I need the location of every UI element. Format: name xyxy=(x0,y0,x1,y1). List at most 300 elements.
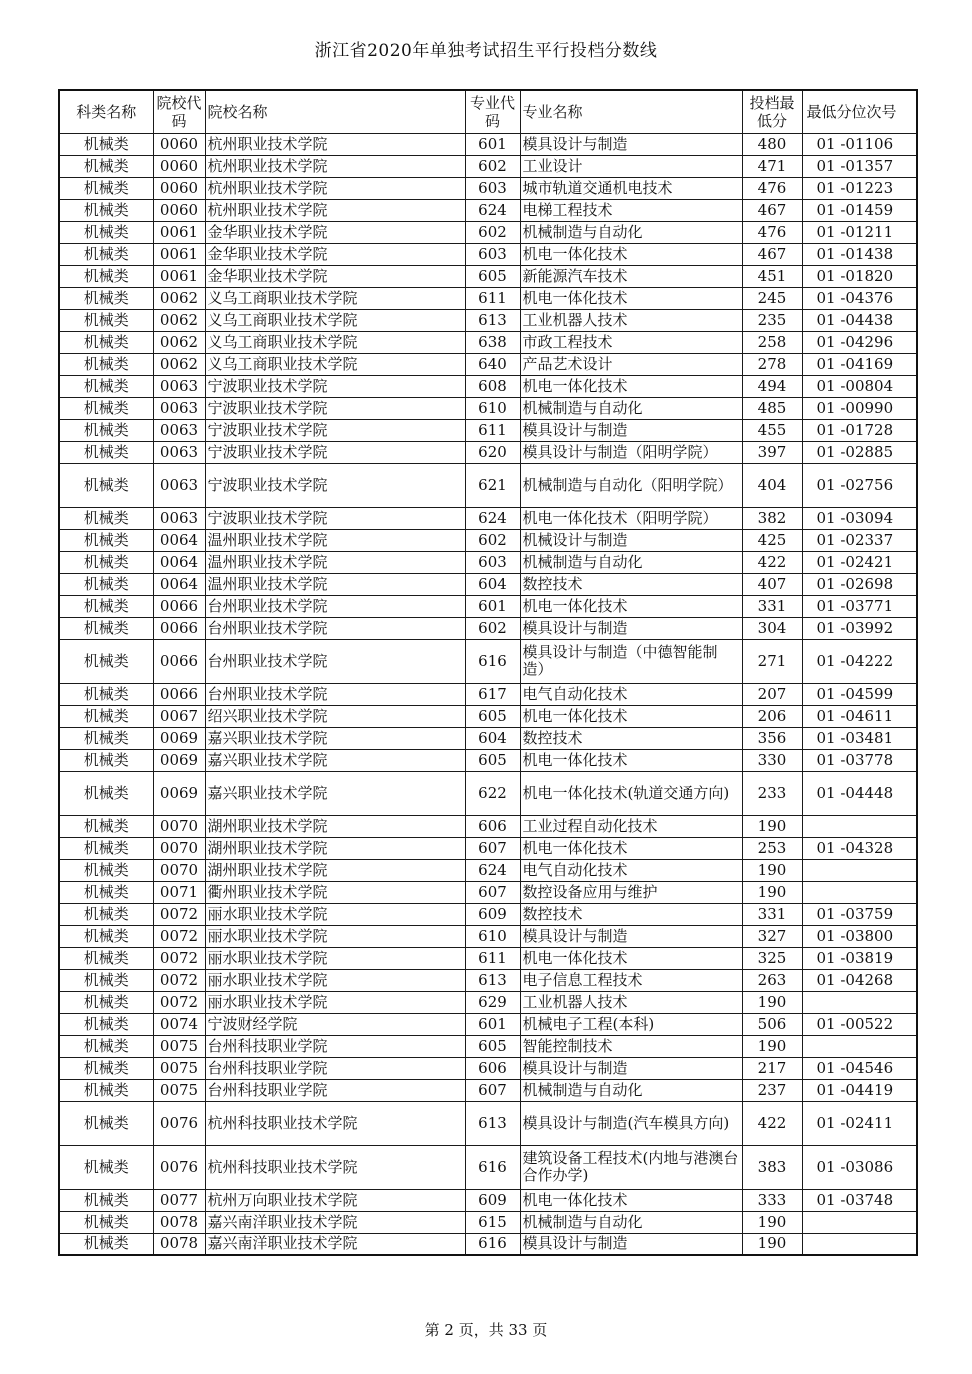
table-row xyxy=(59,199,917,221)
cell-school-code: 0060 xyxy=(153,177,205,199)
cell-major-name: 模具设计与制造 xyxy=(520,419,742,441)
cell-category: 机械类 xyxy=(59,507,153,529)
cell-category: 机械类 xyxy=(59,265,153,287)
cell-school-code: 0063 xyxy=(153,507,205,529)
cell-school-code: 0064 xyxy=(153,529,205,551)
cell-school-name: 湖州职业技术学院 xyxy=(205,859,465,881)
table-row xyxy=(59,331,917,353)
cell-major-name: 机电一体化技术 xyxy=(520,705,742,727)
cell-school-name: 湖州职业技术学院 xyxy=(205,815,465,837)
cell-major-name: 模具设计与制造 xyxy=(520,1233,742,1255)
cell-school-code: 0063 xyxy=(153,463,205,507)
cell-min-rank: 01 -04328 xyxy=(802,837,917,859)
cell-major-name: 机电一体化技术 xyxy=(520,837,742,859)
cell-min-rank: 01 -04599 xyxy=(802,683,917,705)
cell-min-score: 190 xyxy=(742,859,802,881)
cell-min-score: 233 xyxy=(742,771,802,815)
cell-school-code: 0063 xyxy=(153,419,205,441)
cell-min-rank xyxy=(802,1211,917,1233)
cell-major-code: 606 xyxy=(465,815,520,837)
cell-category: 机械类 xyxy=(59,925,153,947)
cell-category: 机械类 xyxy=(59,463,153,507)
cell-school-name: 杭州职业技术学院 xyxy=(205,177,465,199)
cell-major-name: 建筑设备工程技术(内地与港澳台合作办学) xyxy=(520,1145,742,1189)
cell-category: 机械类 xyxy=(59,133,153,155)
cell-major-name: 模具设计与制造（阳明学院） xyxy=(520,441,742,463)
cell-min-score: 206 xyxy=(742,705,802,727)
cell-min-rank: 01 -01106 xyxy=(802,133,917,155)
cell-category: 机械类 xyxy=(59,837,153,859)
cell-school-code: 0060 xyxy=(153,133,205,155)
cell-min-rank: 01 -01211 xyxy=(802,221,917,243)
cell-min-score: 190 xyxy=(742,1233,802,1255)
cell-school-name: 杭州科技职业技术学院 xyxy=(205,1145,465,1189)
cell-school-name: 丽水职业技术学院 xyxy=(205,947,465,969)
cell-min-rank: 01 -00990 xyxy=(802,397,917,419)
cell-category: 机械类 xyxy=(59,155,153,177)
table-row xyxy=(59,397,917,419)
cell-school-code: 0072 xyxy=(153,991,205,1013)
cell-category: 机械类 xyxy=(59,441,153,463)
cell-school-code: 0076 xyxy=(153,1101,205,1145)
cell-major-code: 620 xyxy=(465,441,520,463)
cell-school-name: 宁波职业技术学院 xyxy=(205,507,465,529)
cell-school-code: 0075 xyxy=(153,1057,205,1079)
table-row xyxy=(59,837,917,859)
cell-min-rank: 01 -04169 xyxy=(802,353,917,375)
cell-min-rank: 01 -00804 xyxy=(802,375,917,397)
cell-major-code: 601 xyxy=(465,595,520,617)
cell-category: 机械类 xyxy=(59,683,153,705)
cell-min-score: 330 xyxy=(742,749,802,771)
cell-major-code: 611 xyxy=(465,287,520,309)
table-row xyxy=(59,177,917,199)
table-row xyxy=(59,859,917,881)
header-category: 科类名称 xyxy=(59,90,153,133)
cell-min-score: 271 xyxy=(742,639,802,683)
cell-major-code: 616 xyxy=(465,1233,520,1255)
cell-major-code: 629 xyxy=(465,991,520,1013)
cell-major-code: 604 xyxy=(465,727,520,749)
cell-major-code: 638 xyxy=(465,331,520,353)
cell-min-score: 237 xyxy=(742,1079,802,1101)
cell-min-score: 451 xyxy=(742,265,802,287)
cell-major-code: 624 xyxy=(465,507,520,529)
cell-major-name: 模具设计与制造 xyxy=(520,133,742,155)
cell-major-name: 机电一体化技术 xyxy=(520,375,742,397)
cell-major-code: 604 xyxy=(465,573,520,595)
cell-category: 机械类 xyxy=(59,397,153,419)
cell-min-rank: 01 -02756 xyxy=(802,463,917,507)
cell-min-score: 190 xyxy=(742,881,802,903)
table-row xyxy=(59,463,917,507)
cell-major-name: 模具设计与制造 xyxy=(520,925,742,947)
cell-category: 机械类 xyxy=(59,573,153,595)
cell-school-name: 温州职业技术学院 xyxy=(205,573,465,595)
cell-school-name: 杭州万向职业技术学院 xyxy=(205,1189,465,1211)
cell-min-score: 278 xyxy=(742,353,802,375)
cell-major-code: 609 xyxy=(465,1189,520,1211)
table-row xyxy=(59,1013,917,1035)
cell-min-rank xyxy=(802,1233,917,1255)
cell-min-rank xyxy=(802,991,917,1013)
table-row xyxy=(59,925,917,947)
cell-min-score: 258 xyxy=(742,331,802,353)
cell-min-rank: 01 -01728 xyxy=(802,419,917,441)
cell-school-name: 义乌工商职业技术学院 xyxy=(205,331,465,353)
cell-major-name: 机械制造与自动化 xyxy=(520,221,742,243)
cell-category: 机械类 xyxy=(59,771,153,815)
cell-min-score: 190 xyxy=(742,1035,802,1057)
cell-major-code: 615 xyxy=(465,1211,520,1233)
cell-min-score: 382 xyxy=(742,507,802,529)
cell-school-name: 金华职业技术学院 xyxy=(205,243,465,265)
cell-min-rank: 01 -02337 xyxy=(802,529,917,551)
cell-school-name: 杭州职业技术学院 xyxy=(205,155,465,177)
cell-min-rank xyxy=(802,815,917,837)
cell-school-name: 台州职业技术学院 xyxy=(205,617,465,639)
cell-min-score: 190 xyxy=(742,815,802,837)
cell-major-code: 607 xyxy=(465,1079,520,1101)
table-row xyxy=(59,903,917,925)
cell-school-code: 0061 xyxy=(153,243,205,265)
cell-major-code: 602 xyxy=(465,617,520,639)
cell-school-code: 0061 xyxy=(153,221,205,243)
cell-min-rank: 01 -03992 xyxy=(802,617,917,639)
cell-school-name: 丽水职业技术学院 xyxy=(205,903,465,925)
cell-min-score: 494 xyxy=(742,375,802,397)
cell-school-code: 0077 xyxy=(153,1189,205,1211)
cell-category: 机械类 xyxy=(59,1211,153,1233)
cell-school-code: 0064 xyxy=(153,551,205,573)
cell-major-code: 601 xyxy=(465,1013,520,1035)
cell-min-rank: 01 -00522 xyxy=(802,1013,917,1035)
table-row xyxy=(59,265,917,287)
cell-major-name: 电气自动化技术 xyxy=(520,683,742,705)
cell-school-code: 0069 xyxy=(153,727,205,749)
cell-major-code: 610 xyxy=(465,925,520,947)
cell-major-name: 数控技术 xyxy=(520,573,742,595)
cell-category: 机械类 xyxy=(59,947,153,969)
cell-min-rank: 01 -02411 xyxy=(802,1101,917,1145)
cell-school-name: 台州职业技术学院 xyxy=(205,595,465,617)
header-min-rank: 最低分位次号 xyxy=(802,90,917,133)
cell-school-name: 宁波职业技术学院 xyxy=(205,397,465,419)
page-footer: 第 2 页，共 33 页 xyxy=(424,1321,548,1339)
cell-major-name: 机电一体化技术 xyxy=(520,595,742,617)
cell-min-rank xyxy=(802,881,917,903)
table-body xyxy=(59,133,917,1255)
cell-major-code: 613 xyxy=(465,1101,520,1145)
cell-min-rank: 01 -01459 xyxy=(802,199,917,221)
cell-major-code: 622 xyxy=(465,771,520,815)
cell-school-name: 丽水职业技术学院 xyxy=(205,969,465,991)
cell-school-code: 0063 xyxy=(153,375,205,397)
cell-major-code: 607 xyxy=(465,837,520,859)
cell-major-code: 605 xyxy=(465,749,520,771)
cell-school-name: 杭州职业技术学院 xyxy=(205,133,465,155)
cell-min-rank xyxy=(802,859,917,881)
cell-major-name: 机械设计与制造 xyxy=(520,529,742,551)
cell-min-score: 485 xyxy=(742,397,802,419)
table-row xyxy=(59,1211,917,1233)
cell-category: 机械类 xyxy=(59,199,153,221)
cell-major-name: 智能控制技术 xyxy=(520,1035,742,1057)
cell-min-rank: 01 -04448 xyxy=(802,771,917,815)
table-row xyxy=(59,551,917,573)
cell-school-code: 0066 xyxy=(153,595,205,617)
cell-min-rank: 01 -01438 xyxy=(802,243,917,265)
cell-min-score: 467 xyxy=(742,243,802,265)
cell-school-name: 台州职业技术学院 xyxy=(205,683,465,705)
cell-major-name: 模具设计与制造（中德智能制造） xyxy=(520,639,742,683)
cell-school-name: 义乌工商职业技术学院 xyxy=(205,353,465,375)
cell-category: 机械类 xyxy=(59,727,153,749)
cell-category: 机械类 xyxy=(59,375,153,397)
header-school-code: 院校代码 xyxy=(153,90,205,133)
cell-school-name: 衢州职业技术学院 xyxy=(205,881,465,903)
cell-category: 机械类 xyxy=(59,287,153,309)
cell-school-code: 0078 xyxy=(153,1233,205,1255)
cell-min-rank: 01 -03771 xyxy=(802,595,917,617)
cell-category: 机械类 xyxy=(59,1013,153,1035)
cell-school-code: 0072 xyxy=(153,903,205,925)
cell-school-code: 0066 xyxy=(153,683,205,705)
cell-major-code: 611 xyxy=(465,947,520,969)
cell-school-code: 0069 xyxy=(153,749,205,771)
cell-major-code: 605 xyxy=(465,705,520,727)
table-row xyxy=(59,947,917,969)
cell-school-name: 温州职业技术学院 xyxy=(205,529,465,551)
cell-major-name: 机械制造与自动化 xyxy=(520,1211,742,1233)
cell-min-score: 190 xyxy=(742,1211,802,1233)
cell-school-code: 0070 xyxy=(153,859,205,881)
cell-min-rank: 01 -02698 xyxy=(802,573,917,595)
cell-min-score: 407 xyxy=(742,573,802,595)
cell-major-name: 机电一体化技术(轨道交通方向) xyxy=(520,771,742,815)
cell-school-code: 0064 xyxy=(153,573,205,595)
table-row xyxy=(59,1057,917,1079)
cell-min-score: 333 xyxy=(742,1189,802,1211)
table-row xyxy=(59,1101,917,1145)
cell-min-rank xyxy=(802,1035,917,1057)
cell-school-code: 0072 xyxy=(153,969,205,991)
cell-major-code: 602 xyxy=(465,155,520,177)
cell-min-rank: 01 -04438 xyxy=(802,309,917,331)
cell-category: 机械类 xyxy=(59,991,153,1013)
table-header-row xyxy=(59,90,917,133)
cell-min-rank: 01 -03800 xyxy=(802,925,917,947)
cell-min-score: 422 xyxy=(742,551,802,573)
cell-school-code: 0060 xyxy=(153,199,205,221)
cell-min-score: 506 xyxy=(742,1013,802,1035)
cell-min-score: 253 xyxy=(742,837,802,859)
cell-min-score: 480 xyxy=(742,133,802,155)
cell-major-name: 机械制造与自动化 xyxy=(520,397,742,419)
cell-school-code: 0062 xyxy=(153,331,205,353)
cell-major-code: 613 xyxy=(465,309,520,331)
table-row xyxy=(59,749,917,771)
table-row xyxy=(59,1145,917,1189)
cell-category: 机械类 xyxy=(59,617,153,639)
cell-major-name: 机械制造与自动化（阳明学院） xyxy=(520,463,742,507)
table-row xyxy=(59,133,917,155)
cell-school-name: 丽水职业技术学院 xyxy=(205,991,465,1013)
cell-category: 机械类 xyxy=(59,529,153,551)
cell-school-code: 0061 xyxy=(153,265,205,287)
cell-min-rank: 01 -04268 xyxy=(802,969,917,991)
table-row xyxy=(59,243,917,265)
table-row xyxy=(59,771,917,815)
table-row xyxy=(59,1079,917,1101)
cell-school-code: 0070 xyxy=(153,815,205,837)
cell-min-score: 476 xyxy=(742,177,802,199)
cell-min-score: 207 xyxy=(742,683,802,705)
cell-min-rank: 01 -04611 xyxy=(802,705,917,727)
cell-min-score: 331 xyxy=(742,903,802,925)
cell-category: 机械类 xyxy=(59,1101,153,1145)
cell-school-name: 湖州职业技术学院 xyxy=(205,837,465,859)
table-row xyxy=(59,155,917,177)
table-row xyxy=(59,441,917,463)
cell-major-name: 机电一体化技术（阳明学院） xyxy=(520,507,742,529)
cell-school-name: 台州职业技术学院 xyxy=(205,639,465,683)
cell-min-score: 356 xyxy=(742,727,802,749)
cell-major-name: 工业设计 xyxy=(520,155,742,177)
table-row xyxy=(59,617,917,639)
cell-category: 机械类 xyxy=(59,969,153,991)
cell-category: 机械类 xyxy=(59,815,153,837)
cell-category: 机械类 xyxy=(59,639,153,683)
cell-min-rank: 01 -01223 xyxy=(802,177,917,199)
cell-school-name: 宁波职业技术学院 xyxy=(205,463,465,507)
cell-min-score: 467 xyxy=(742,199,802,221)
cell-school-code: 0072 xyxy=(153,925,205,947)
cell-school-code: 0062 xyxy=(153,353,205,375)
cell-school-code: 0060 xyxy=(153,155,205,177)
cell-school-code: 0078 xyxy=(153,1211,205,1233)
page-title: 浙江省2020年单独考试招生平行投档分数线 xyxy=(314,41,658,61)
cell-category: 机械类 xyxy=(59,1189,153,1211)
cell-major-code: 602 xyxy=(465,221,520,243)
cell-school-code: 0071 xyxy=(153,881,205,903)
cell-major-code: 616 xyxy=(465,639,520,683)
cell-major-code: 621 xyxy=(465,463,520,507)
table-row xyxy=(59,573,917,595)
table-row xyxy=(59,727,917,749)
cell-school-code: 0075 xyxy=(153,1035,205,1057)
cell-min-score: 327 xyxy=(742,925,802,947)
cell-min-score: 263 xyxy=(742,969,802,991)
cell-school-name: 嘉兴南洋职业技术学院 xyxy=(205,1211,465,1233)
cell-min-rank: 01 -01357 xyxy=(802,155,917,177)
header-major-code: 专业代码 xyxy=(465,90,520,133)
cell-min-score: 404 xyxy=(742,463,802,507)
cell-min-rank: 01 -02421 xyxy=(802,551,917,573)
cell-school-code: 0063 xyxy=(153,397,205,419)
cell-category: 机械类 xyxy=(59,309,153,331)
cell-min-score: 397 xyxy=(742,441,802,463)
cell-min-rank: 01 -03819 xyxy=(802,947,917,969)
header-min-score: 投档最低分 xyxy=(742,90,802,133)
cell-major-code: 602 xyxy=(465,529,520,551)
cell-major-code: 624 xyxy=(465,199,520,221)
header-major-name: 专业名称 xyxy=(520,90,742,133)
cell-major-name: 机械制造与自动化 xyxy=(520,551,742,573)
table-row xyxy=(59,507,917,529)
cell-major-name: 机电一体化技术 xyxy=(520,947,742,969)
cell-major-code: 607 xyxy=(465,881,520,903)
cell-min-score: 325 xyxy=(742,947,802,969)
cell-min-score: 383 xyxy=(742,1145,802,1189)
cell-min-rank: 01 -03759 xyxy=(802,903,917,925)
cell-school-name: 宁波职业技术学院 xyxy=(205,375,465,397)
cell-major-name: 数控技术 xyxy=(520,903,742,925)
table-row xyxy=(59,1189,917,1211)
cell-school-code: 0062 xyxy=(153,287,205,309)
cell-category: 机械类 xyxy=(59,881,153,903)
cell-school-code: 0066 xyxy=(153,639,205,683)
cell-school-name: 嘉兴职业技术学院 xyxy=(205,771,465,815)
table-row xyxy=(59,881,917,903)
cell-min-rank: 01 -03748 xyxy=(802,1189,917,1211)
cell-category: 机械类 xyxy=(59,551,153,573)
cell-school-code: 0070 xyxy=(153,837,205,859)
table-row xyxy=(59,969,917,991)
cell-major-name: 机电一体化技术 xyxy=(520,287,742,309)
cell-category: 机械类 xyxy=(59,749,153,771)
cell-major-name: 数控技术 xyxy=(520,727,742,749)
cell-min-score: 471 xyxy=(742,155,802,177)
cell-major-name: 工业机器人技术 xyxy=(520,309,742,331)
cell-category: 机械类 xyxy=(59,331,153,353)
cell-major-code: 601 xyxy=(465,133,520,155)
cell-major-name: 工业机器人技术 xyxy=(520,991,742,1013)
table-row xyxy=(59,683,917,705)
cell-major-code: 608 xyxy=(465,375,520,397)
cell-min-rank: 01 -04222 xyxy=(802,639,917,683)
cell-major-code: 609 xyxy=(465,903,520,925)
table-row xyxy=(59,815,917,837)
cell-major-code: 605 xyxy=(465,265,520,287)
table-row xyxy=(59,309,917,331)
cell-category: 机械类 xyxy=(59,1035,153,1057)
cell-school-name: 义乌工商职业技术学院 xyxy=(205,309,465,331)
cell-major-code: 603 xyxy=(465,243,520,265)
cell-major-name: 新能源汽车技术 xyxy=(520,265,742,287)
cell-min-score: 235 xyxy=(742,309,802,331)
cell-school-code: 0076 xyxy=(153,1145,205,1189)
cell-school-code: 0066 xyxy=(153,617,205,639)
cell-min-score: 455 xyxy=(742,419,802,441)
cell-min-rank: 01 -04419 xyxy=(802,1079,917,1101)
cell-major-name: 机电一体化技术 xyxy=(520,1189,742,1211)
cell-school-name: 宁波财经学院 xyxy=(205,1013,465,1035)
table-row xyxy=(59,1233,917,1255)
cell-school-code: 0074 xyxy=(153,1013,205,1035)
cell-school-name: 嘉兴南洋职业技术学院 xyxy=(205,1233,465,1255)
table-row xyxy=(59,353,917,375)
cell-major-name: 机电一体化技术 xyxy=(520,243,742,265)
cell-school-name: 杭州科技职业技术学院 xyxy=(205,1101,465,1145)
cell-major-name: 市政工程技术 xyxy=(520,331,742,353)
table-row xyxy=(59,595,917,617)
cell-school-code: 0072 xyxy=(153,947,205,969)
table-row xyxy=(59,639,917,683)
header-school-name: 院校名称 xyxy=(205,90,465,133)
cell-category: 机械类 xyxy=(59,177,153,199)
cell-school-name: 嘉兴职业技术学院 xyxy=(205,749,465,771)
